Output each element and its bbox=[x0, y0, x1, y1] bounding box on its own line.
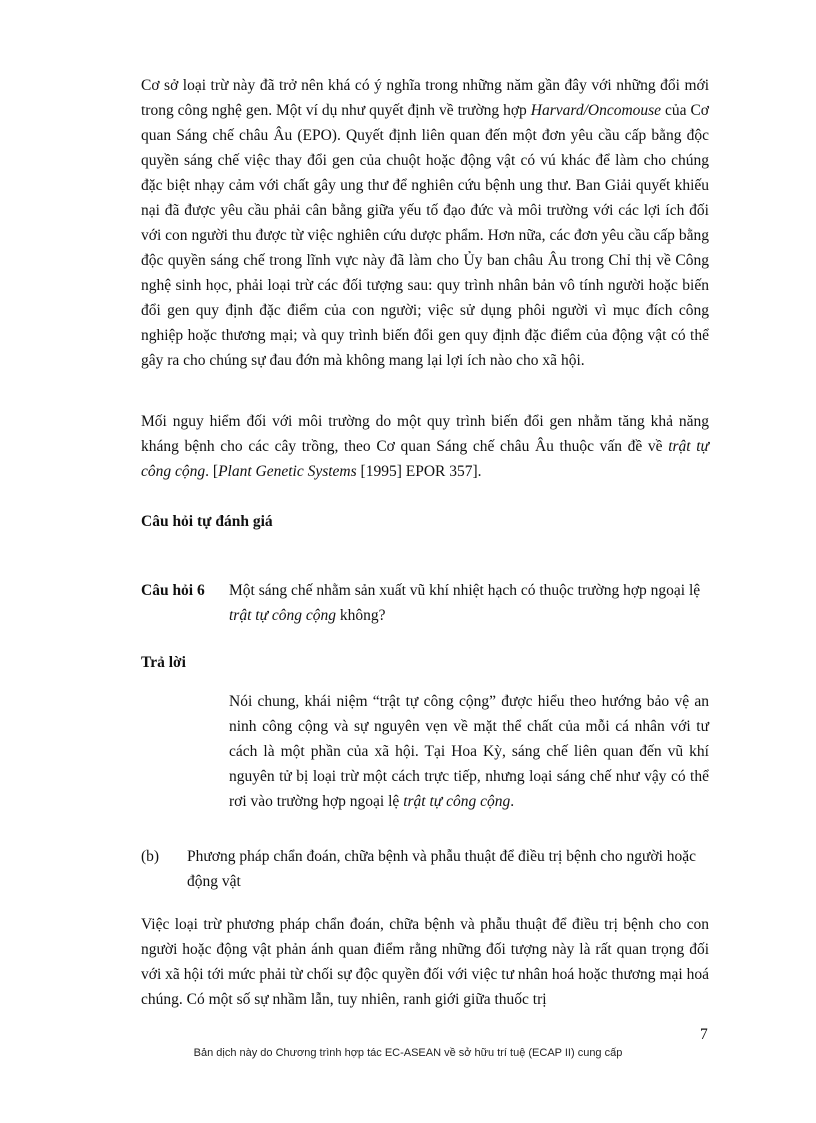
paragraph-one-line-2: mới trong công nghệ gen. Một ví dụ như quyết định về trường hợp bbox=[141, 77, 709, 119]
paragraph-two-citation: [1995] EPOR 357]. bbox=[356, 463, 482, 480]
self-assessment-heading: Câu hỏi tự đánh giá bbox=[141, 513, 273, 530]
question-text-1: Một sáng chế nhằm sản xuất vũ khí nhiệt hạch có thuộc trường hợp ngoại lệ bbox=[229, 582, 701, 599]
question-text-2: không? bbox=[336, 607, 386, 624]
answer-italic-public-order: trật tự công cộng bbox=[403, 793, 511, 810]
paragraph-two bbox=[141, 409, 709, 484]
paragraph-one bbox=[141, 73, 709, 373]
paragraph-one-body: của Cơ quan Sáng chế châu Âu (EPO). Quyết định liên quan đến một đơn yêu cầu cấp bằng độc quyền sáng chế việc thay đổi gen của chuột hoặc động vật có vú khác để làm cho chúng đặc biệt nhạy cảm với chất gây ung thư để nghiên cứu bệnh ung thư. Ban Giải quyết khiếu nại đã được yêu cầu phải cân bằng giữa yếu tố đạo đức và môi trường với các lợi ích đối với con người thu được từ việc nghiên cứu dược phẩm. Hơn nữa, các đơn yêu cầu cấp bằng độc quyền sáng chế trong lĩnh vực này đã làm cho Ủy ban châu Âu trong Chỉ thị về Công nghệ sinh học, phải loại trừ các đối tượng sau: quy trình nhân bản vô tính người hoặc biến đổi gen quy định đặc điểm của con người; việc sử dụng phôi người vì mục đích công nghiệp hoặc thương mại; và quy trình biến đổi gen quy định đặc điểm của động vật có thể gây ra cho chúng sự đau đớn mà không mang lại lợi ích nào cho xã hội. bbox=[141, 102, 710, 369]
case-name-plant-genetic-systems: Plant Genetic Systems bbox=[218, 463, 357, 480]
answer-text bbox=[229, 689, 709, 814]
case-name-harvard-oncomouse: Harvard/Oncomouse bbox=[530, 102, 662, 119]
answer-text-1: Nói chung, khái niệm “trật tự công cộng” được hiểu theo hướng bảo vệ an ninh công cộng và sự nguyên vẹn về mặt thể chất của mỗi cá nhân với tư cách là một phần của xã hội. Tại Hoa Kỳ, sáng chế liên quan đến vũ khí nguyên tử bị loại trừ một cách trực tiếp, nhưng loại sáng chế như vậy có thể rơi vào trường hợp ngoại lệ bbox=[229, 693, 709, 810]
paragraph-two-text-1: Mối nguy hiểm đối với môi trường do một quy trình biến đổi gen nhằm tăng khả năng kháng bệnh cho các cây trồng, theo Cơ quan Sáng chế châu Âu thuộc vấn đề về bbox=[141, 413, 709, 455]
answer-text-2: . bbox=[510, 793, 515, 810]
question-italic-public-order: trật tự công cộng bbox=[229, 607, 337, 624]
paragraph-two-text-2: . [ bbox=[205, 463, 219, 480]
section-b-title: Phương pháp chẩn đoán, chữa bệnh và phẫu thuật để điều trị bệnh cho người hoặc động vật bbox=[187, 848, 697, 890]
paragraph-two-italic-public-order: trật tự công cộng bbox=[141, 438, 710, 480]
section-b-label: (b) bbox=[141, 848, 160, 865]
question-text bbox=[229, 578, 709, 628]
page-number: 7 bbox=[700, 1026, 708, 1043]
paragraph-one-line-1: Cơ sở loại trừ này đã trở nên khá có ý nghĩa trong những năm gần đây với những đổi bbox=[141, 77, 680, 94]
question-label: Câu hỏi 6 bbox=[141, 582, 205, 599]
footer-credit: Bản dịch này do Chương trình hợp tác EC-ASEAN về sở hữu trí tuệ (ECAP II) cung cấp bbox=[193, 1047, 623, 1059]
paragraph-three: Việc loại trừ phương pháp chẩn đoán, chữa bệnh và phẫu thuật để điều trị bệnh cho con người hoặc động vật phản ánh quan điểm rằng những đối tượng này là rất quan trọng đối với xã hội tới mức phải từ chối sự độc quyền đối với việc tư nhân hoá hoặc thương mại hoá chúng. Có một số sự nhầm lẫn, tuy nhiên, ranh giới giữa thuốc trị bbox=[141, 916, 709, 1008]
answer-heading: Trả lời bbox=[141, 654, 186, 671]
